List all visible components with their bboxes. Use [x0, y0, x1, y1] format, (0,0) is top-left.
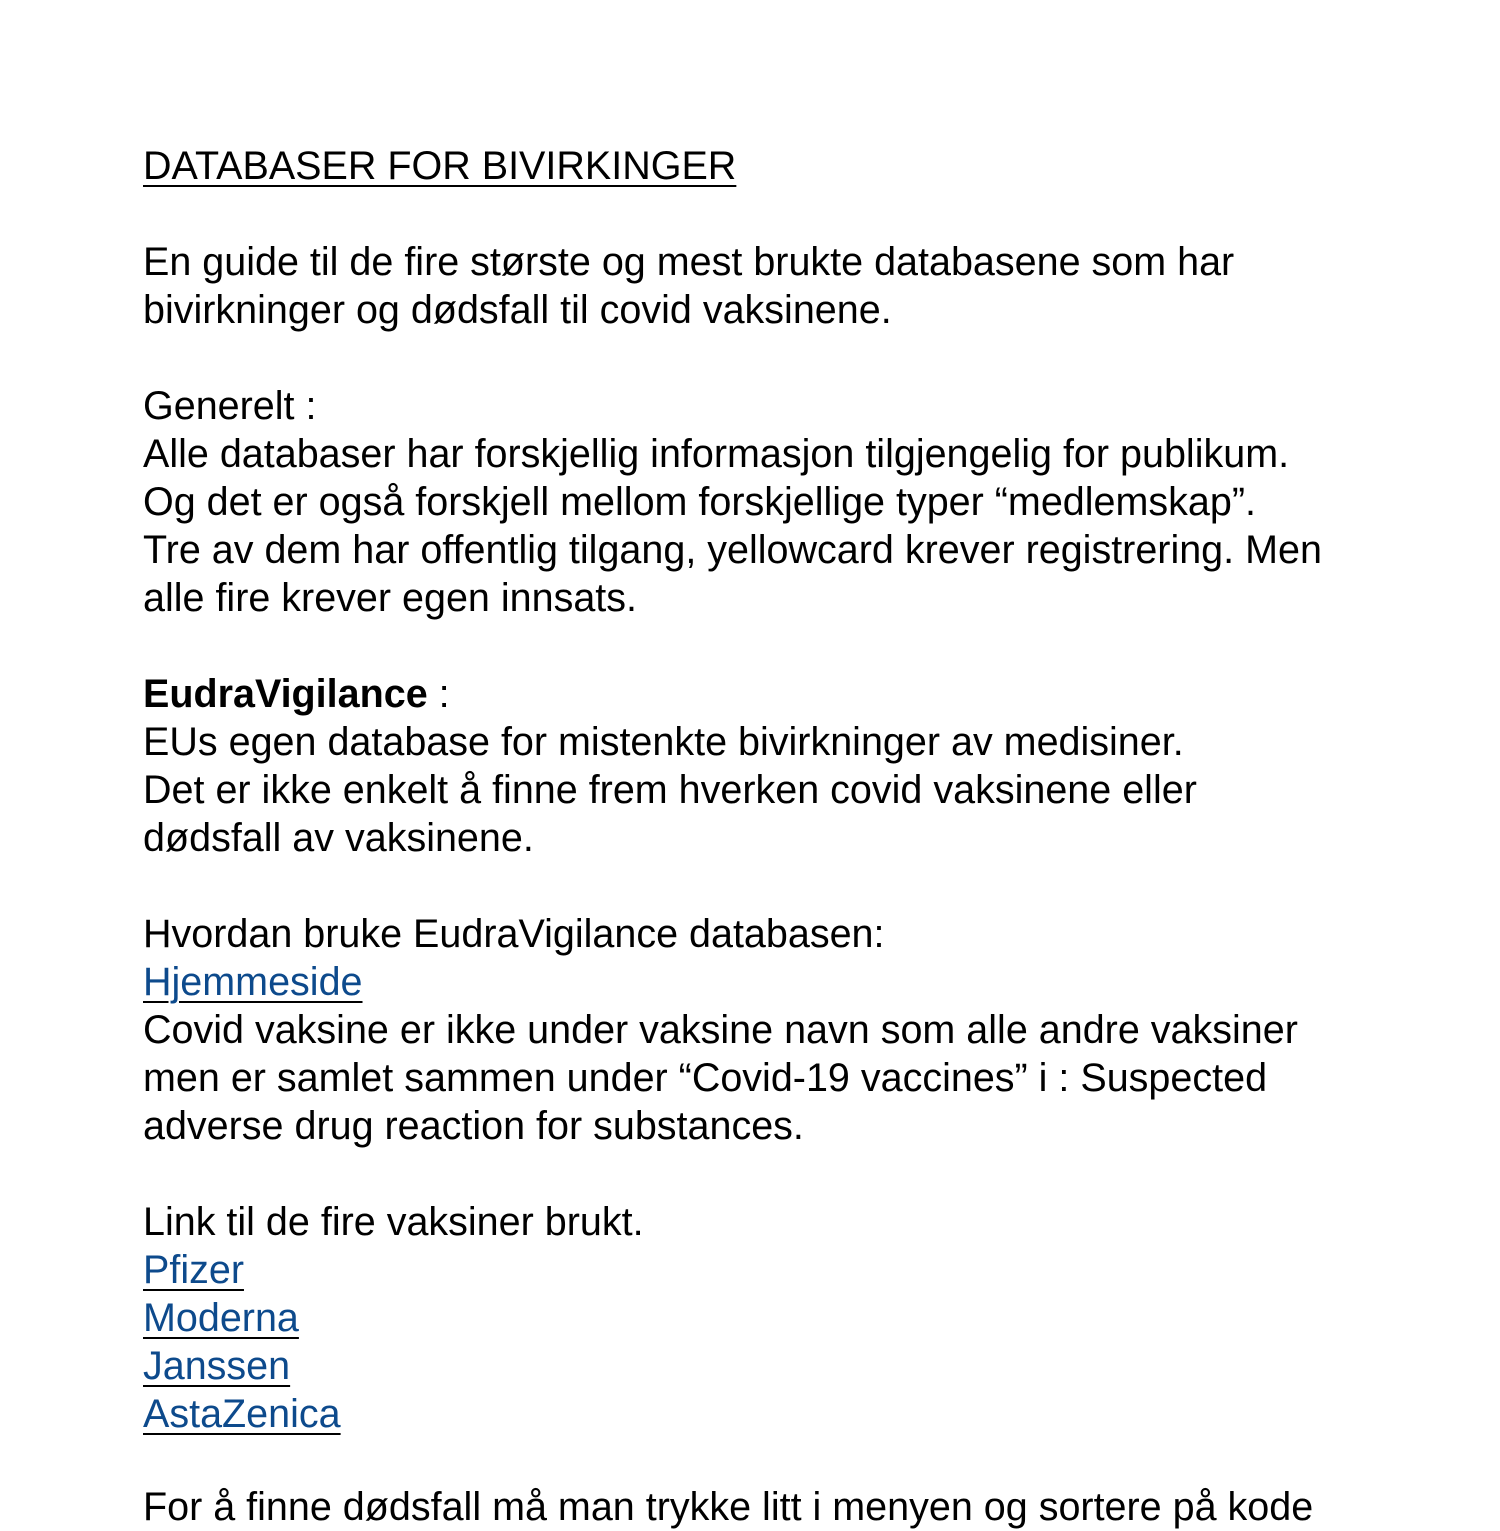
vaccine-links-heading: Link til de fire vaksiner brukt. — [143, 1200, 644, 1244]
clipped-text-line: For å finne dødsfall må man trykke litt i menyen og sortere på kode — [143, 1485, 1314, 1529]
document-title: DATABASER FOR BIVIRKINGER — [143, 144, 737, 188]
intro-line-1: En guide til de fire største og mest brukte databasene som har — [143, 240, 1235, 284]
eudravigilance-line-2: Det er ikke enkelt å finne frem hverken covid vaksinene eller — [143, 768, 1197, 812]
eudravigilance-heading — [143, 670, 1403, 718]
general-line-3: Tre av dem har offentlig tilgang, yellowcard krever registrering. Men — [143, 528, 1322, 572]
homepage-link[interactable]: Hjemmeside — [143, 960, 363, 1004]
moderna-link[interactable]: Moderna — [143, 1296, 299, 1340]
howto-line-1: Covid vaksine er ikke under vaksine navn som alle andre vaksiner — [143, 1008, 1298, 1052]
intro-line-2: bivirkninger og dødsfall til covid vaksinene. — [143, 288, 892, 332]
general-heading: Generelt : — [143, 384, 317, 428]
howto-line-3: adverse drug reaction for substances. — [143, 1104, 804, 1148]
eudravigilance-heading-suffix: : — [427, 672, 450, 716]
eudravigilance-heading-bold: EudraVigilance — [143, 672, 428, 716]
general-line-4: alle fire krever egen innsats. — [143, 576, 638, 620]
pfizer-link[interactable]: Pfizer — [143, 1248, 244, 1292]
janssen-link[interactable]: Janssen — [143, 1344, 291, 1388]
astrazeneca-link[interactable]: AstaZenica — [143, 1392, 341, 1436]
howto-heading: Hvordan bruke EudraVigilance databasen: — [143, 912, 885, 956]
eudravigilance-line-1: EUs egen database for mistenkte bivirkninger av medisiner. — [143, 720, 1184, 764]
eudravigilance-line-3: dødsfall av vaksinene. — [143, 816, 534, 860]
howto-line-2: men er samlet sammen under “Covid-19 vaccines” i : Suspected — [143, 1056, 1268, 1100]
document-page — [143, 142, 1403, 1438]
general-line-1: Alle databaser har forskjellig informasjon tilgjengelig for publikum. — [143, 432, 1290, 476]
general-line-2: Og det er også forskjell mellom forskjellige typer “medlemskap”. — [143, 480, 1256, 524]
